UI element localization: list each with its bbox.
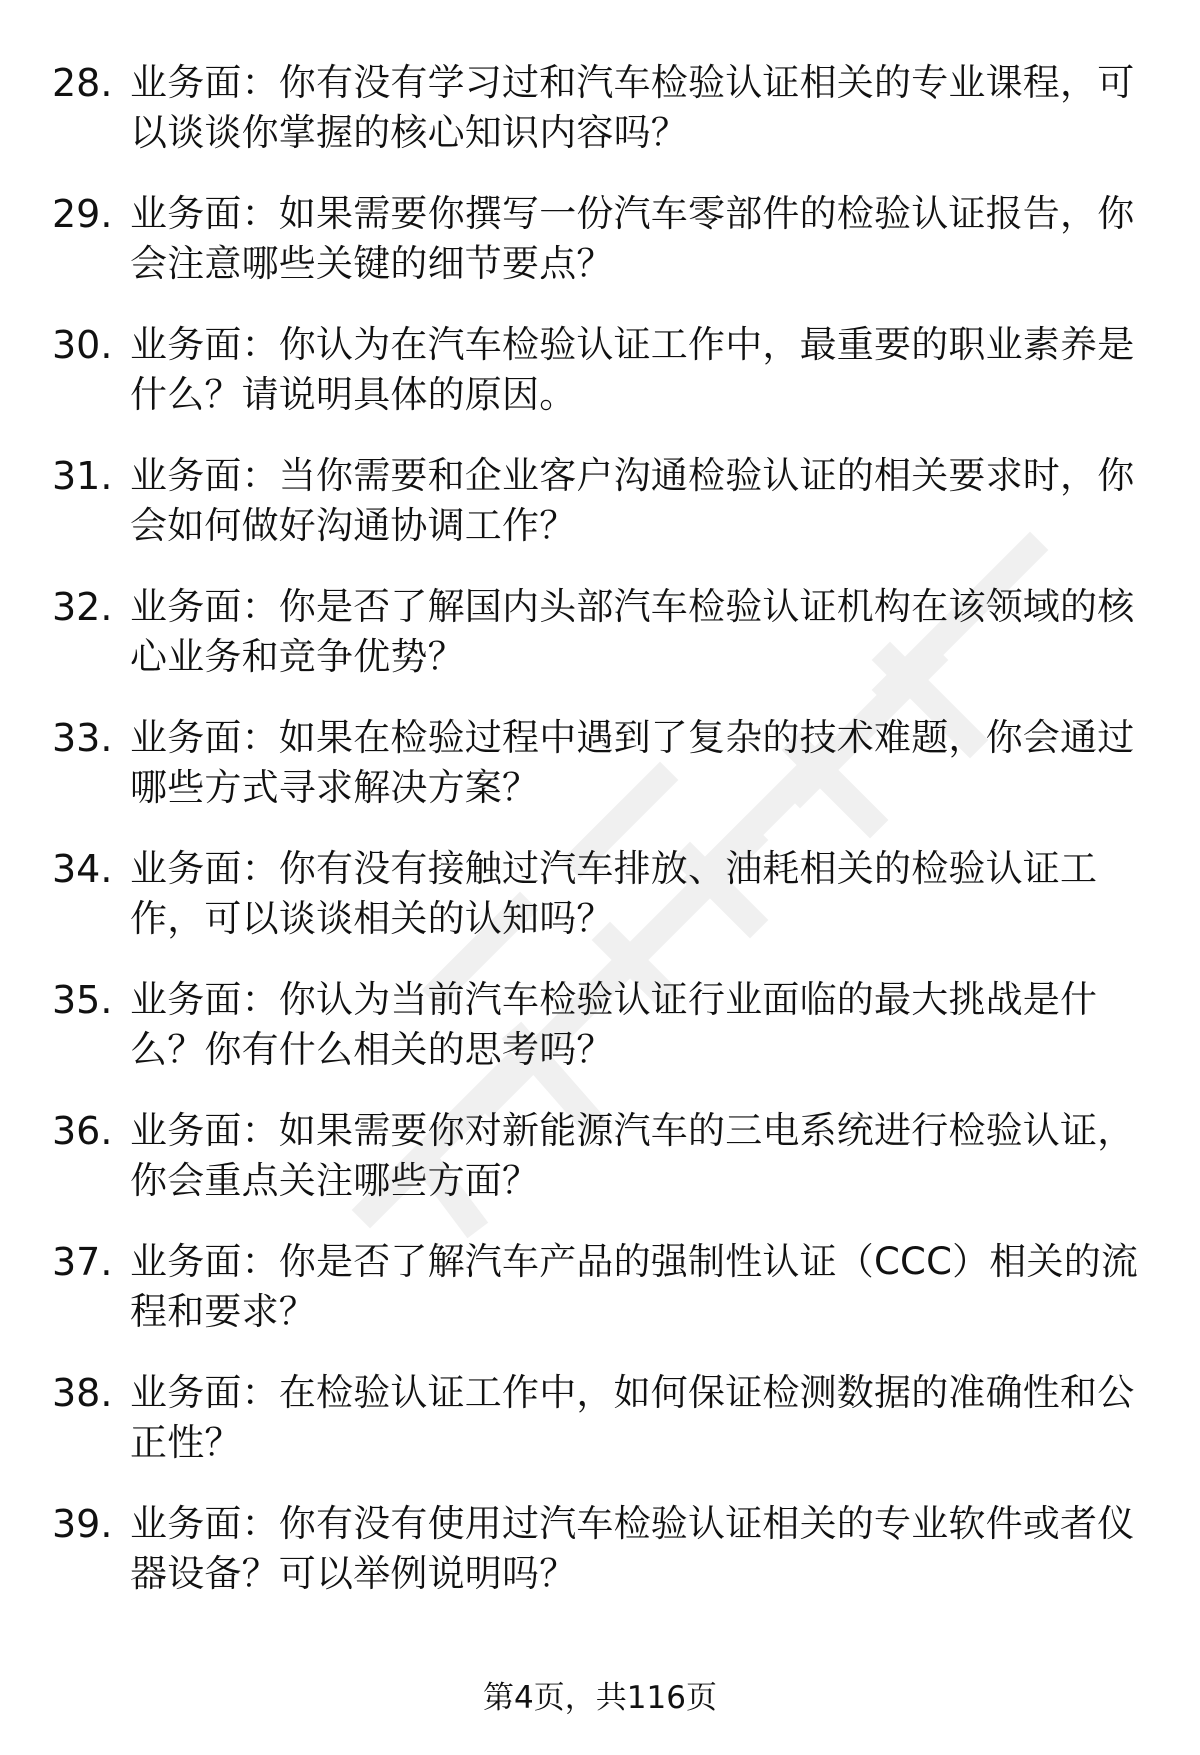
question-text: 业务面：如果需要你撰写一份汽车零部件的检验认证报告，你会注意哪些关键的细节要点？ (130, 192, 1135, 285)
question-item (0, 1368, 1200, 1499)
question-text: 业务面：你是否了解国内头部汽车检验认证机构在该领域的核心业务和竞争优势？ (130, 585, 1135, 678)
question-item (0, 1499, 1200, 1630)
question-number: 34. (52, 847, 113, 891)
question-number: 38. (52, 1371, 113, 1415)
question-number: 31. (52, 454, 113, 498)
question-item (0, 582, 1200, 713)
question-item (0, 713, 1200, 844)
question-list (0, 58, 1200, 1630)
question-item (0, 975, 1200, 1106)
question-number: 36. (52, 1109, 113, 1153)
question-number: 35. (52, 978, 113, 1022)
question-item (0, 1106, 1200, 1237)
question-text: 业务面：你认为当前汽车检验认证行业面临的最大挑战是什么？你有什么相关的思考吗？ (130, 978, 1098, 1071)
question-number: 28. (52, 61, 113, 105)
question-text: 业务面：当你需要和企业客户沟通检验认证的相关要求时，你会如何做好沟通协调工作？ (130, 454, 1135, 547)
question-item (0, 320, 1200, 451)
question-number: 30. (52, 323, 113, 367)
question-text: 业务面：你有没有使用过汽车检验认证相关的专业软件或者仪器设备？可以举例说明吗？ (130, 1502, 1135, 1595)
question-number: 37. (52, 1240, 113, 1284)
question-text: 业务面：在检验认证工作中，如何保证检测数据的准确性和公正性？ (130, 1371, 1135, 1464)
question-text: 业务面：你认为在汽车检验认证工作中，最重要的职业素养是什么？请说明具体的原因。 (130, 323, 1135, 416)
question-number: 29. (52, 192, 113, 236)
question-item (0, 451, 1200, 582)
question-number: 39. (52, 1502, 113, 1546)
page-footer: 第4页，共116页 (483, 1680, 717, 1716)
question-item (0, 844, 1200, 975)
question-text: 业务面：你是否了解汽车产品的强制性认证（CCC）相关的流程和要求？ (130, 1240, 1139, 1333)
question-number: 32. (52, 585, 113, 629)
question-number: 33. (52, 716, 113, 760)
question-item (0, 189, 1200, 320)
question-item (0, 1237, 1200, 1368)
question-text: 业务面：如果在检验过程中遇到了复杂的技术难题，你会通过哪些方式寻求解决方案？ (130, 716, 1135, 809)
question-item (0, 58, 1200, 189)
question-text: 业务面：如果需要你对新能源汽车的三电系统进行检验认证，你会重点关注哪些方面？ (130, 1109, 1135, 1202)
question-text: 业务面：你有没有学习过和汽车检验认证相关的专业课程，可以谈谈你掌握的核心知识内容吗？ (130, 61, 1135, 154)
question-text: 业务面：你有没有接触过汽车排放、油耗相关的检验认证工作，可以谈谈相关的认知吗？ (130, 847, 1098, 940)
